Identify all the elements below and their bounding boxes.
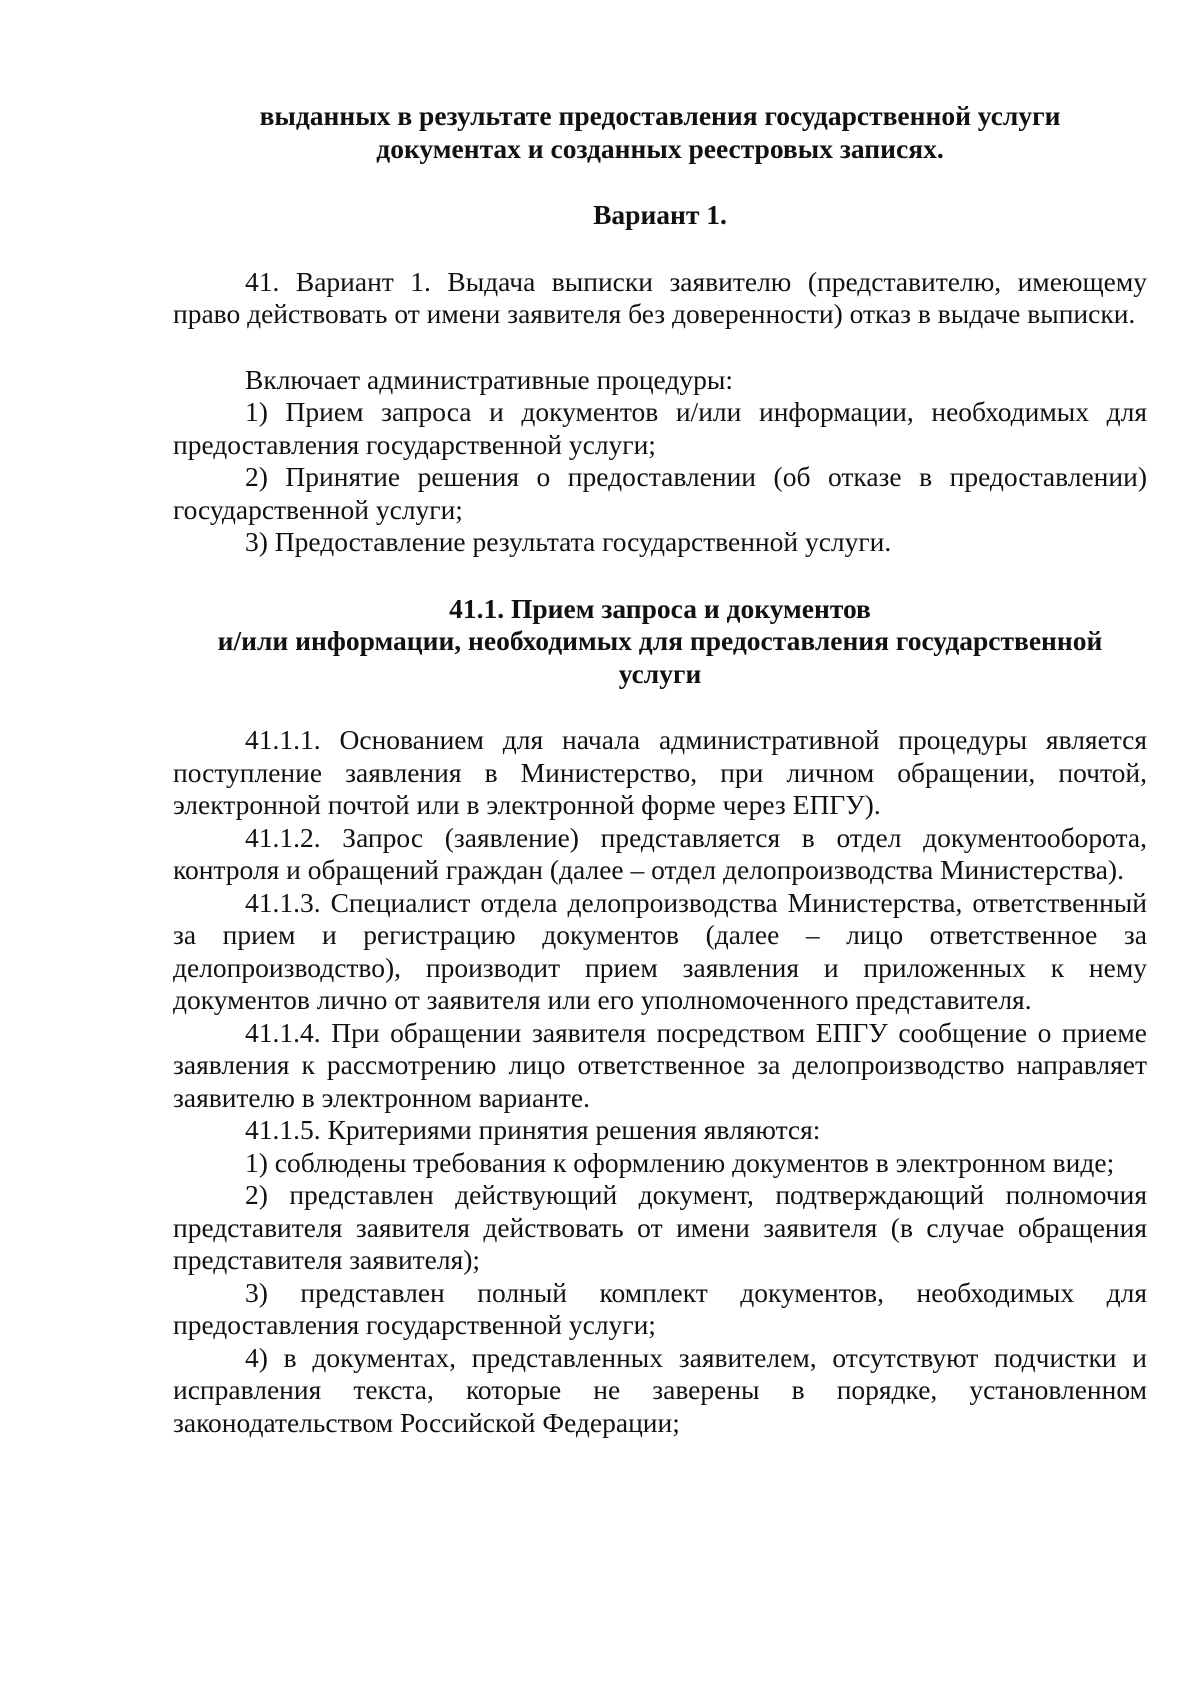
variant-heading: Вариант 1. <box>593 199 727 230</box>
document-title-line-1: выданных в результате предоставления государственной услуги <box>259 100 1061 131</box>
section-heading-line-3: услуги <box>618 657 702 689</box>
section-heading-line-1: 41.1. Прием запроса и документов <box>449 592 871 624</box>
document-title-line-2: документах и созданных реестровых записях. <box>376 132 944 164</box>
procedure-item-1: 1) Прием запроса и документов и/или информации, необходимых для предоставления государственной услуги; <box>173 396 1147 460</box>
criterion-item-2: 2) представлен действующий документ, подтверждающий полномочия представителя заявителя действовать от имени заявителя (в случае обращения представителя заявителя); <box>173 1179 1147 1275</box>
criterion-item-4: 4) в документах, представленных заявителем, отсутствуют подчистки и исправления текста, которые не заверены в порядке, установленном законодательством Российской Федерации; <box>173 1341 1147 1438</box>
document-title <box>173 100 1147 165</box>
procedures-intro: Включает административные процедуры: <box>245 363 733 395</box>
criterion-item-3: 3) представлен полный комплект документов, необходимых для предоставления государственной услуги; <box>173 1276 1147 1340</box>
procedure-item-3: 3) Предоставление результата государственной услуги. <box>245 526 892 557</box>
section-heading-line-2: и/или информации, необходимых для предоставления государственной <box>217 625 1103 656</box>
criterion-item-1: 1) соблюдены требования к оформлению документов в электронном виде; <box>245 1146 1115 1178</box>
paragraph-41-1-5: 41.1.5. Критериями принятия решения являются: <box>245 1114 821 1145</box>
paragraph-41-1-2: 41.1.2. Запрос (заявление) представляется в отдел документооборота, контроля и обращений граждан (далее – отдел делопроизводства Министерства). <box>173 821 1147 885</box>
paragraph-41: 41. Вариант 1. Выдача выписки заявителю (представителю, имеющему право действовать от имени заявителя без доверенности) отказ в выдаче выписки. <box>173 265 1147 329</box>
paragraph-41-1-4: 41.1.4. При обращении заявителя посредством ЕПГУ сообщение о приеме заявления к рассмотрению лицо ответственное за делопроизводство направляет заявителю в электронном варианте. <box>173 1016 1147 1113</box>
section-heading <box>173 593 1147 691</box>
paragraph-41-1-1: 41.1.1. Основанием для начала административной процедуры является поступление заявления в Министерство, при личном обращении, почтой, электронной почтой или в электронной форме через ЕПГУ). <box>173 724 1147 820</box>
paragraph-41-1-3: 41.1.3. Специалист отдела делопроизводства Министерства, ответственный за прием и регистрацию документов (далее – лицо ответственное за делопроизводство), производит прием заявления и приложенных к нему документов лично от заявителя или его уполномоченного представителя. <box>173 886 1147 1015</box>
procedure-item-2: 2) Принятие решения о предоставлении (об отказе в предоставлении) государственной услуги; <box>173 461 1147 525</box>
document-page <box>173 100 1147 1439</box>
